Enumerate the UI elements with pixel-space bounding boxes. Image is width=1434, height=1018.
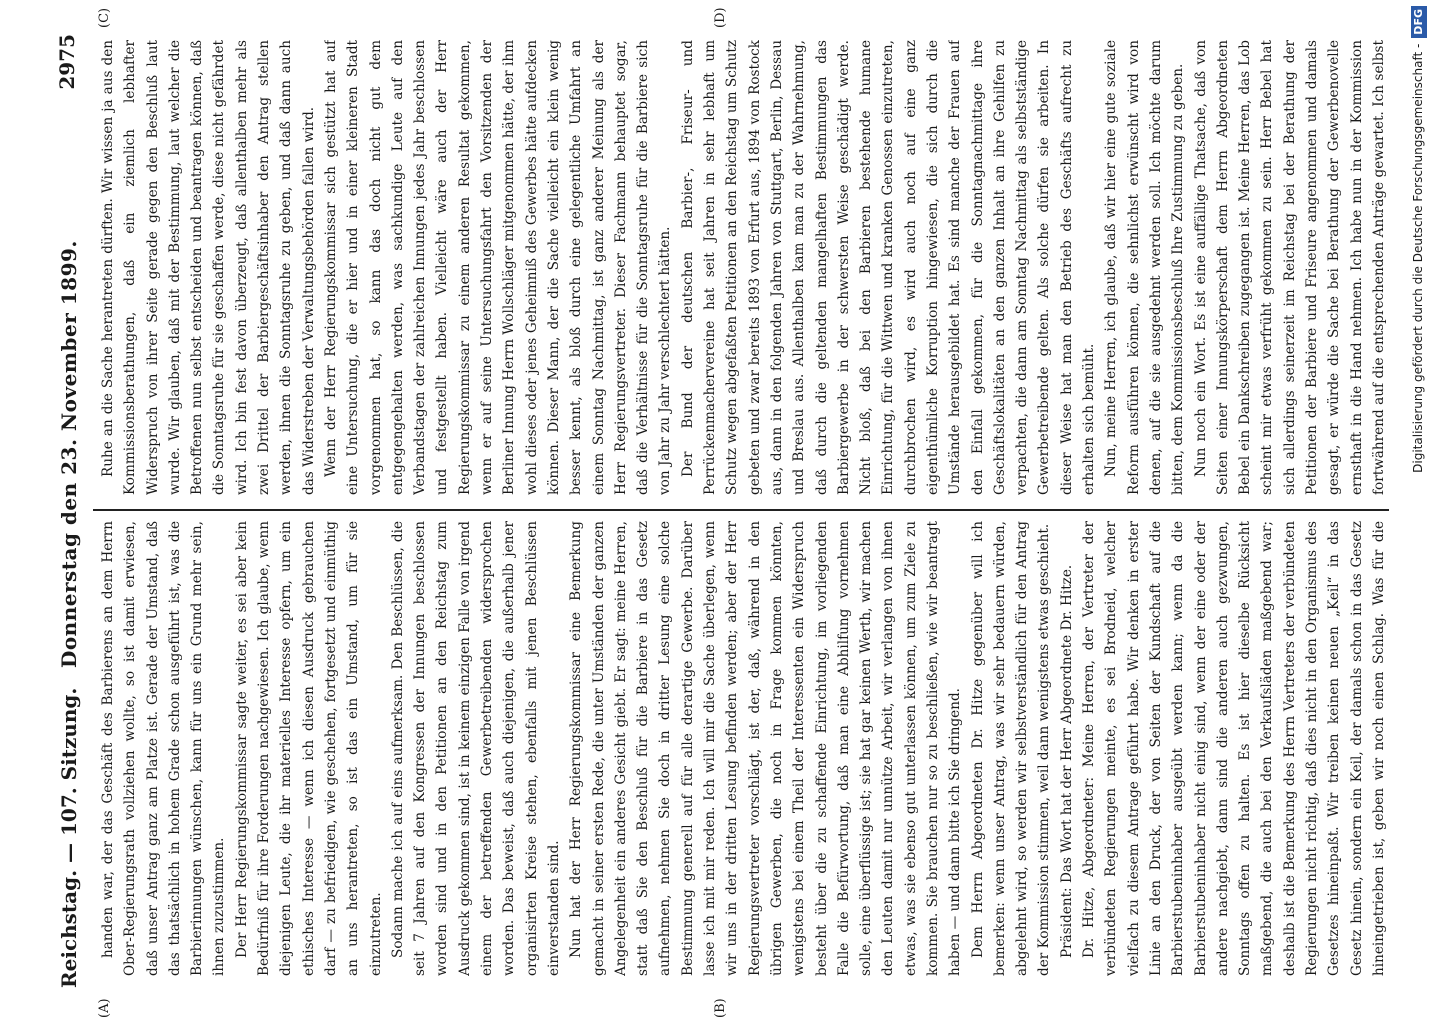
scanned-page xyxy=(53,7,1393,1018)
paragraph: handen war, der das Geschäft des Barbierens an dem Herrn Ober-Regierungsrath vollziehen wollte, so ist damit erwiesen, daß unser Antrag ganz am Platze ist. Gerade der Umstand, daß das thatsächlich in hohem Grade schon ausgeführt ist, was die Barbierinnungen wünschen, kann für uns ein Grund mehr sein, ihnen zuzustimmen. xyxy=(100,521,228,976)
session-date: Donnerstag den 23. November 1899. xyxy=(57,240,81,668)
dfg-logo: DFG xyxy=(1411,6,1427,38)
paragraph: Ruhe an die Sache herantreten dürften. Wir wissen ja aus den Kommissionsberathungen, daß ein ziemlich lebhafter Widerspruch von ihrer Seite gerade gegen den Beschluß laut wurde. Wir glauben, daß mit der Bestimmung, laut welcher die Betroffenen nun selbst entscheiden und beantragen können, daß die Sonntagsruhe für sie geschaffen werde, diese nicht gefährdet wird. Ich bin fest davon überzeugt, daß allenthalben mehr als zwei Drittel der Barbiergeschäftsinhaber den Antrag stellen werden, ihnen die Sonntagsruhe zu geben, und daß dann auch das Widerstreben der Verwaltungsbehörden fallen wird. xyxy=(100,40,317,495)
paragraph: Nun, meine Herren, ich glaube, daß wir hier eine gute soziale Reform ausführen können, die sehnlichst erwünscht wird von denen, auf die sie ausgedehnt werden soll. Ich möchte darum bitten, dem Kommissionsbeschluß Ihre Zustimmung zu geben. xyxy=(1103,40,1187,495)
paragraph: Dr. Hitze, Abgeordneter: Meine Herren, der Vertreter der verbündeten Regierungen meinte, es sei Brodneid, welcher vielfach zu diesem Antrage geführt habe. Wir denken in erster Linie an den Druck, der von Seiten der Kundschaft auf die Barbierstubeninhaber ausgeübt werden kann; wenn da die Barbierstubeninhaber nicht einig sind, wenn der eine oder der andere nachgiebt, dann sind die anderen auch gezwungen, Sonntags offen zu halten. Es ist hier dieselbe Rücksicht maßgebend, die auch bei den Verkaufsläden maßgebend war; deshalb ist die Bemerkung des Herrn Vertreters der verbündeten Regierungen nicht richtig, daß dies nicht in den Organismus des Gesetzes hineinpaßt. Wir treiben keinen neuen „Keil“ in das Gesetz hinein, sondern ein Keil, der damals schon in das Gesetz hineingetrieben ist, geben wir noch einen Schlag. Was für die xyxy=(1081,521,1387,976)
page-header xyxy=(53,28,93,988)
margin-marker-a: (A) xyxy=(97,998,112,1018)
paragraph: Sodann mache ich auf eins aufmerksam. Den Beschlüssen, die seit 7 Jahren auf den Kongressen der Innungen beschlossen worden sind und in den Petitionen an den Reichstag zum Ausdruck gekommen sind, ist in keinem einzigen Falle von irgend einem der betreffenden Gewerbetreibenden widersprochen worden. Das beweist, daß auch diejenigen, die außerhalb jener organisirten Kreise stehen, ebenfalls mit jenen Beschlüssen einverstanden sind. xyxy=(389,521,562,976)
left-text-column xyxy=(97,521,1387,976)
margin-marker-c: (C) xyxy=(97,7,112,28)
paragraph: Nun hat der Herr Regierungskommissar eine Bemerkung gemacht in seiner ersten Rede, die unter Umständen der ganzen Angelegenheit ein anderes Gesicht giebt. Er sagt: meine Herren, statt daß Sie den Beschluß für die Barbiere in das Gesetz aufnehmen, nehmen Sie doch in dritter Lesung eine solche Bestimmung generell auf für alle derartige Gewerbe. Darüber lasse ich mit mir reden. Ich will mir die Sache überlegen, wenn wir uns in der dritten Lesung befinden werden; aber der Herr Regierungsvertreter vorschlägt, ist der, daß, während in den übrigen Gewerben, die noch in Frage kommen könnten, wenigstens bei einem Theil der Interessenten ein Widerspruch besteht über die zu schaffende Einrichtung, im vorliegenden Falle die Befürwortung, daß man eine Abhilfung vornehmen solle, eine überflüssige ist; sie hat gar keinen Werth, wir machen den Leuten damit nur unnütze Arbeit, wir verlangen von ihnen etwas, was sie ebenso gut unterlassen können, um zum Ziele zu kommen. Sie brauchen nur so zu beschließen, wie wir beantragt haben — und dann bitte ich Sie dringend. xyxy=(568,521,964,976)
session-title: Reichstag. — 107. Sitzung. xyxy=(57,687,81,988)
speaker-paragraph: Präsident: Das Wort hat der Herr Abgeordnete Dr. Hitze. xyxy=(1058,564,1075,958)
column-divider xyxy=(93,509,1389,511)
paragraph: Dem Herrn Abgeordneten Dr. Hitze gegenüber will ich bemerken: wenn unser Antrag, was wir sehr bedauern würden, abgelehnt wird, so werden wir selbstverständlich für den Antrag der Kommission stimmen, weil dann wenigstens etwas geschieht. xyxy=(969,521,1053,976)
funding-sidebar xyxy=(1398,6,1434,1000)
paragraph: Der Bund der deutschen Barbier-, Friseur- und Perrückenmachervereine hat seit Jahren in sehr lebhaft um Schutz wegen abgefaßten Petitionen an den Reichstag um Schutz gebeten und zwar bereits 1893 von Erfurt aus, 1894 von Rostock aus, dann in den folgenden Jahren von Stuttgart, Berlin, Dessau und Breslau aus. Allenthalben kam man zu der Wahrnehmung, daß durch die geltenden mangelhaften Bestimmungen das Barbiergewerbe in der schwersten Weise geschädigt werde. Nicht bloß, daß bei den Barbieren bestehende humane Einrichtung, für die Wittwen und kranken Genossen einzutreten, durchbrochen wird, es wird auch noch auf eine ganz eigenthümliche Korruption hingewiesen, die sich durch die Umstände herausgebildet hat. Es sind manche der Frauen auf den Einfall gekommen, für die Sonntagnachmittage ihre Geschäftslokalitäten an den ganzen Inhalt an ihre Gehilfen zu verpachten, die dann am Sonntag Nachmittag als selbstständige Gewerbetreibende gelten. Als solche dürfen sie arbeiten. In dieser Weise hat man den Betrieb des Geschäfts aufrecht zu erhalten sich bemüht. xyxy=(679,40,1098,495)
page-number: 2975 xyxy=(55,34,79,90)
paragraph: Der Herr Regierungskommissar sagte weiter, es sei aber kein Bedürfniß für ihre Forderungen nachgewiesen. Ich glaube, wenn diejenigen Leute, die ihr materielles Interesse opfern, um ein ethisches Interesse — wenn ich diesen Ausdruck gebrauchen darf — zu befriedigen, wie geschehen, fortgesetzt und einmüthig an uns herantreten, so ist das ein Umstand, um für sie einzutreten. xyxy=(233,521,384,976)
paragraph: Nun noch ein Wort. Es ist eine auffällige Thatsache, daß von Seiten einer Innungskörperschaft dem Herrn Abgeordneten Bebel ein Dankschreiben zugegangen ist. Meine Herren, das Lob scheint mir etwas verfrüht gekommen zu sein. Herr Bebel hat sich allerdings seinerzeit im Reichstag bei der Berathung der Petitionen der Barbiere und Friseure angenommen und damals gesagt, er würde die Sache bei Berathung der Gewerbenovelle ernsthaft in die Hand nehmen. Ich habe nun in der Kommission fortwährend auf die entsprechenden Anträge gewartet. Ich selbst xyxy=(1192,40,1387,495)
funding-note: Digitalisierung gefördert durch die Deutsche Forschungsgemeinschaft - xyxy=(1411,43,1425,473)
funding-line xyxy=(1398,6,1434,1000)
margin-marker-b: (B) xyxy=(713,998,728,1018)
paragraph: Wenn der Herr Regierungskommissar sich gestützt hat auf eine Untersuchung, die er hier und in einer kleineren Stadt vorgenommen hat, so kann das doch nicht gut dem entgegengehalten werden, was sachkundige Leute auf den Verbandstagen der zahlreichen Innungen jedes Jahr beschlossen und festgestellt haben. Vielleicht wäre auch der Herr Regierungskommissar zu einem anderen Resultat gekommen, wenn er auf seine Untersuchungsfahrt den Vorsitzenden der Berliner Innung Herrn Wollschläger mitgenommen hätte, der ihm wohl dieses oder jenes Geheimniß des Gewerbes hätte aufdecken können. Dieser Mann, der die Sache vielleicht ein klein wenig besser kennt, als bloß durch eine gelegentliche Umfahrt an einem Sonntag Nachmittag, ist ganz anderer Meinung als der Herr Regierungsvertreter. Dieser Fachmann behauptet sogar, daß die Verhältnisse für die Sonntagsruhe für die Barbiere sich von Jahr zu Jahr verschlechtert hätten. xyxy=(322,40,674,495)
margin-marker-d: (D) xyxy=(713,7,728,28)
right-text-column xyxy=(97,40,1387,495)
